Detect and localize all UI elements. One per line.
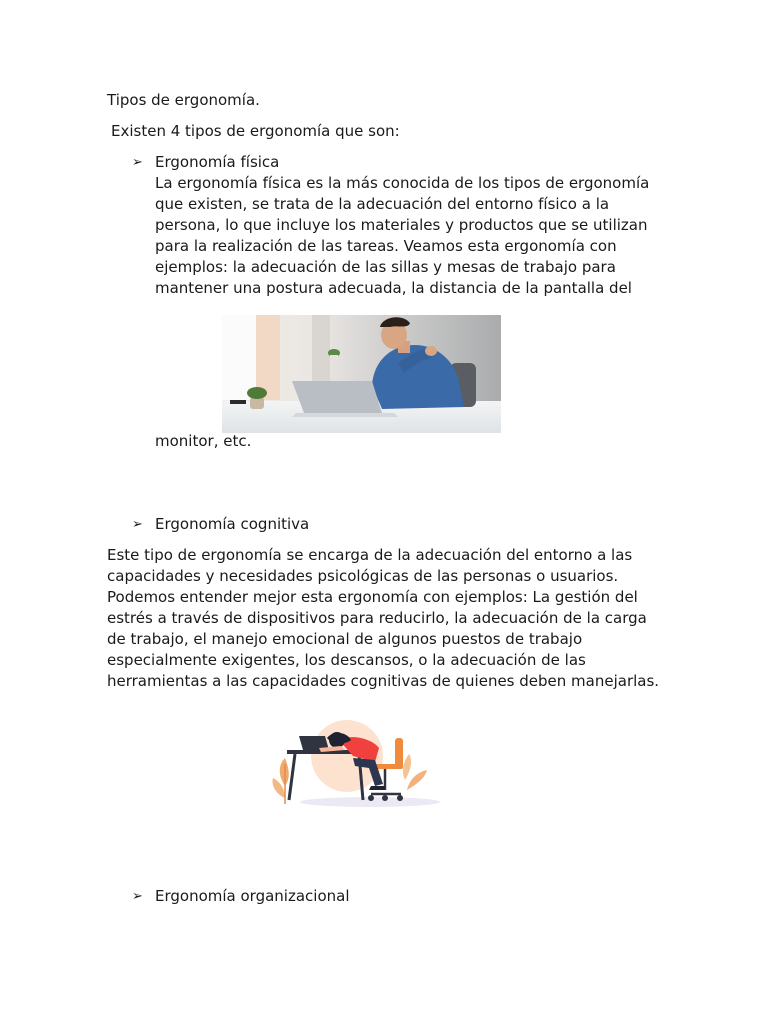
physical-line: La ergonomía física es la más conocida de los tipos de ergonomía — [155, 174, 650, 192]
intro-line: Existen 4 tipos de ergonomía que son: — [111, 122, 400, 140]
cognitive-heading: Ergonomía cognitiva — [155, 515, 310, 533]
physical-line: persona, lo que incluye los materiales y productos que se utilizan — [155, 216, 648, 234]
physical-heading: Ergonomía física — [155, 153, 280, 171]
bullet-arrow-icon: ➢ — [132, 517, 143, 532]
physical-line: que existen, se trata de la adecuación del entorno físico a la — [155, 195, 610, 213]
bullet-arrow-icon: ➢ — [132, 889, 143, 904]
physical-continuation: monitor, etc. — [155, 432, 252, 450]
cognitive-line: de trabajo, el manejo emocional de algunos puestos de trabajo — [107, 630, 583, 648]
cognitive-line: capacidades y necesidades psicológicas de las personas o usuarios. — [107, 567, 619, 585]
tired-worker-illustration — [255, 714, 455, 810]
bullet-arrow-icon: ➢ — [132, 155, 143, 170]
cognitive-line: herramientas a las capacidades cognitivas de quienes deben manejarlas. — [107, 672, 660, 690]
document-title: Tipos de ergonomía. — [107, 91, 260, 109]
physical-line: para la realización de las tareas. Veamos esta ergonomía con — [155, 237, 617, 255]
cognitive-line: estrés a través de dispositivos para reducirlo, la adecuación de la carga — [107, 609, 647, 627]
cognitive-line: Podemos entender mejor esta ergonomía con ejemplos: La gestión del — [107, 588, 638, 606]
office-worker-photo — [222, 315, 501, 433]
physical-line: ejemplos: la adecuación de las sillas y mesas de trabajo para — [155, 258, 616, 276]
physical-line: mantener una postura adecuada, la distancia de la pantalla del — [155, 279, 632, 297]
cognitive-line: especialmente exigentes, los descansos, o la adecuación de las — [107, 651, 586, 669]
cognitive-line: Este tipo de ergonomía se encarga de la adecuación del entorno a las — [107, 546, 633, 564]
organizational-heading: Ergonomía organizacional — [155, 887, 350, 905]
